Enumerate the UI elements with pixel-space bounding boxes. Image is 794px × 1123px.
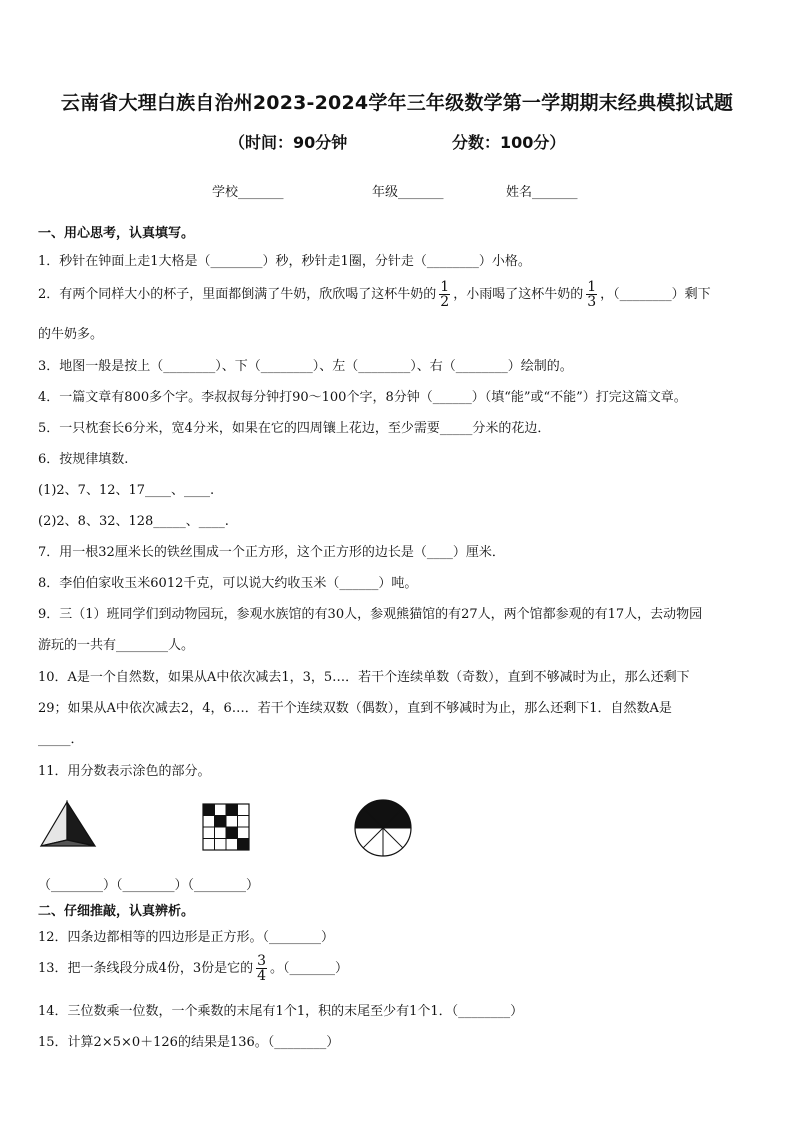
question-1: 1．秒针在钟面上走1大格是（________）秒，秒针走1圈，分针走（________）小格。 xyxy=(38,254,531,269)
question-2-text-c: ，（________）剩下 xyxy=(600,287,711,302)
fraction-numerator: 3 xyxy=(257,953,267,969)
grade-field: 年级_______ xyxy=(372,185,444,200)
question-7: 7．用一根32厘米长的铁丝围成一个正方形，这个正方形的边长是（____）厘米． xyxy=(38,545,505,560)
question-14: 14．三位数乘一位数，一个乘数的末尾有1个1，积的末尾至少有1个1．（________） xyxy=(38,1004,524,1019)
question-11: 11．用分数表示涂色的部分。 xyxy=(38,764,211,779)
question-13-text-a: 13．把一条线段分成4份，3份是它的 xyxy=(38,961,254,976)
grid-figure xyxy=(202,803,250,851)
question-2-text-a: 2．有两个同样大小的杯子，里面都倒满了牛奶，欣欣喝了这杯牛奶的 xyxy=(38,287,437,302)
name-field: 姓名_______ xyxy=(506,185,578,200)
question-3: 3．地图一般是按上（________）、下（________）、左（________）、右（________）绘制的。 xyxy=(38,359,573,374)
fraction-denominator: 3 xyxy=(587,294,597,310)
fraction-denominator: 2 xyxy=(440,294,450,310)
question-9: 9．三（1）班同学们到动物园玩，参观水族馆的有30人，参观熊猫馆的有27人，两个馆都参观的有17人，去动物园 xyxy=(38,607,703,622)
fraction-denominator: 4 xyxy=(257,968,267,984)
question-2 xyxy=(38,280,711,309)
fraction-three-quarters xyxy=(256,954,267,983)
question-10-line-3: _____． xyxy=(38,732,84,747)
section-1-title: 一、用心思考，认真填写。 xyxy=(38,226,195,241)
fraction-numerator: 1 xyxy=(440,279,450,295)
fraction-one-half xyxy=(439,280,450,309)
question-5: 5．一只枕套长6分米，宽4分米，如果在它的四周镶上花边，至少需要_____分米的花边． xyxy=(38,421,551,436)
exam-title: 云南省大理白族自治州2023-2024学年三年级数学第一学期期末经典模拟试题 xyxy=(60,92,734,114)
question-10: 10．A是一个自然数，如果从A中依次减去1，3，5…．若干个连续单数（奇数），直到不够减时为止，那么还剩下 xyxy=(38,670,690,685)
question-6-part-1: (1)2、7、12、17____、____. xyxy=(38,483,215,498)
question-2-text-b: ，小雨喝了这杯牛奶的 xyxy=(453,287,584,302)
exam-time: （时间：90分钟 xyxy=(229,133,348,152)
question-15: 15．计算2×5×0＋126的结果是136。（________） xyxy=(38,1035,340,1050)
fraction-numerator: 1 xyxy=(587,279,597,295)
question-4: 4．一篇文章有800多个字。李叔叔每分钟打90～100个字，8分钟（______）（填“能”或“不能”）打完这篇文章。 xyxy=(38,390,687,405)
circle-figure xyxy=(352,797,414,859)
question-13 xyxy=(38,954,348,983)
question-9-continued: 游玩的一共有________人。 xyxy=(38,638,195,653)
question-6: 6．按规律填数. xyxy=(38,452,129,467)
question-11-blanks: （________）（________）（________） xyxy=(38,878,260,893)
section-2-title: 二、仔细推敲，认真辨析。 xyxy=(38,904,195,919)
question-10-line-2: 29；如果从A中依次减去2，4，6…．若干个连续双数（偶数），直到不够减时为止，那么还剩下1．自然数A是 xyxy=(38,701,672,716)
question-8: 8．李伯伯家收玉米6012千克，可以说大约收玉米（______）吨。 xyxy=(38,576,418,591)
question-12: 12．四条边都相等的四边形是正方形。（________） xyxy=(38,930,335,945)
school-field: 学校_______ xyxy=(212,185,284,200)
exam-score: 分数：100分） xyxy=(452,133,566,152)
question-2-continued: 的牛奶多。 xyxy=(38,327,104,342)
question-13-text-b: 。（_______） xyxy=(270,961,349,976)
pyramid-figure xyxy=(38,800,98,850)
fraction-one-third xyxy=(586,280,597,309)
question-6-part-2: (2)2、8、32、128_____、____. xyxy=(38,514,229,529)
